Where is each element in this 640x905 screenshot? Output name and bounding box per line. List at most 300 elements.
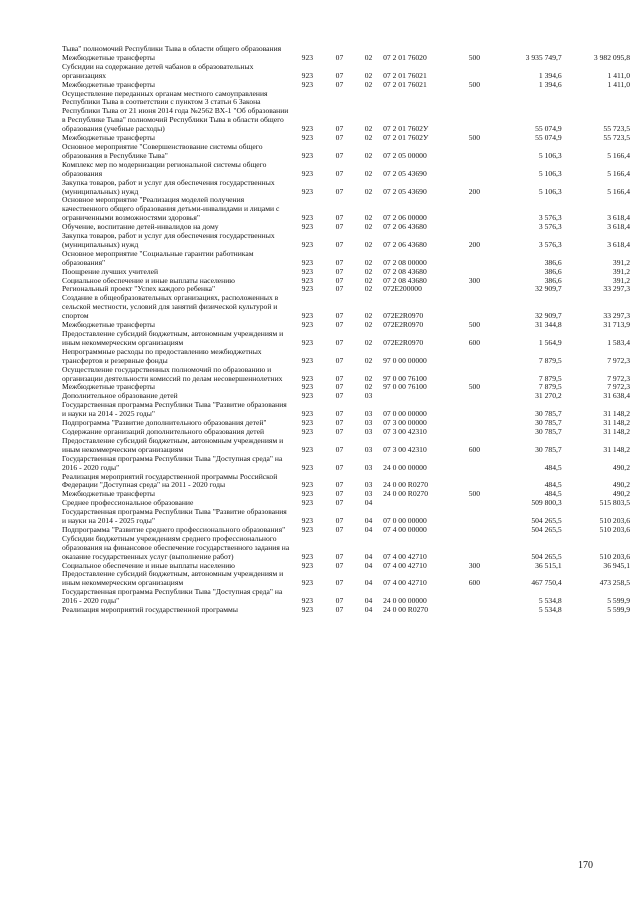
row-amount-first-year: 7 879,5 bbox=[538, 373, 562, 383]
table-row bbox=[62, 535, 630, 562]
row-amount-second-year: 490,2 bbox=[612, 480, 630, 490]
table-row bbox=[62, 348, 630, 366]
row-amount-second-year: 55 723,5 bbox=[603, 133, 630, 143]
row-amount-second-year: 1 583,4 bbox=[607, 337, 630, 347]
row-name: Межбюджетные трансферты bbox=[62, 79, 155, 89]
table-row bbox=[62, 366, 630, 384]
row-target-article bbox=[383, 392, 459, 401]
row-section: 07 bbox=[335, 320, 344, 330]
row-ministry-code: 923 bbox=[301, 409, 314, 419]
row-amount-first-year: 55 074,9 bbox=[535, 133, 562, 143]
row-ministry-code: 923 bbox=[301, 52, 314, 62]
row-name: Государственная программа Республики Тыва "Развитие образования и науки на 2014 - 2025 годы" bbox=[62, 507, 287, 526]
row-section: 07 bbox=[335, 213, 344, 223]
row-subsection: 02 bbox=[364, 311, 373, 321]
row-subsection: 03 bbox=[364, 418, 373, 428]
row-amount-second-year: 5 599,9 bbox=[607, 596, 630, 606]
row-name: Субсидии на содержание детей чабанов в образовательных организациях bbox=[62, 61, 254, 80]
row-name: Межбюджетные трансферты bbox=[62, 52, 155, 62]
row-expense-type bbox=[459, 455, 489, 473]
row-name: Межбюджетные трансферты bbox=[62, 133, 155, 143]
row-ministry-code: 923 bbox=[301, 239, 314, 249]
row-name: Предоставление субсидий бюджетным, автономным учреждениям и иным некоммерческим организациям bbox=[62, 329, 284, 347]
table-row bbox=[62, 250, 630, 268]
table-row bbox=[62, 437, 630, 455]
row-target-article bbox=[383, 499, 459, 508]
row-subsection: 02 bbox=[364, 284, 373, 294]
row-target-article: 07 2 01 76021 bbox=[383, 70, 427, 80]
row-name: Закупка товаров, работ и услуг для обеспечения государственных (муниципальных) нужд bbox=[62, 177, 275, 196]
row-name: Подпрограмма "Развитие дополнительного образования детей" bbox=[62, 418, 267, 428]
row-amount-second-year: 391,2 bbox=[612, 257, 630, 267]
row-subsection: 02 bbox=[364, 320, 373, 330]
row-amount-second-year: 31 148,2 bbox=[603, 409, 630, 419]
row-ministry-code: 923 bbox=[301, 222, 314, 232]
row-ministry-code: 923 bbox=[301, 596, 314, 606]
row-subsection: 04 bbox=[364, 516, 373, 526]
row-amount-second-year: 5 166,4 bbox=[607, 186, 630, 196]
row-name: Предоставление субсидий бюджетным, автономным учреждениям и иным некоммерческим организациям bbox=[62, 569, 284, 588]
row-amount-first-year: 504 265,5 bbox=[531, 524, 562, 534]
row-name: Государственная программа Республики Тыва "Развитие образования и науки на 2014 - 2025 годы" bbox=[62, 400, 287, 419]
table-row bbox=[62, 232, 630, 250]
row-amount-first-year: 55 074,9 bbox=[535, 124, 562, 134]
row-target-article: 07 2 06 43680 bbox=[383, 239, 427, 249]
row-ministry-code: 923 bbox=[301, 70, 314, 80]
row-subsection: 02 bbox=[364, 222, 373, 232]
row-amount-second-year: 7 972,3 bbox=[607, 382, 630, 392]
row-section: 07 bbox=[335, 418, 344, 428]
row-target-article: 07 2 05 43690 bbox=[383, 186, 427, 196]
row-name: Государственная программа Республики Тыва "Доступная среда" на 2016 - 2020 годы" bbox=[62, 587, 283, 606]
row-ministry-code: 923 bbox=[301, 337, 314, 347]
table-row bbox=[62, 330, 630, 348]
row-ministry-code: 923 bbox=[301, 373, 314, 383]
row-amount-first-year: 30 785,7 bbox=[535, 418, 562, 428]
row-amount-first-year: 484,5 bbox=[544, 480, 562, 490]
row-section: 07 bbox=[335, 355, 344, 365]
row-amount-first-year: 3 576,3 bbox=[538, 222, 562, 232]
row-subsection: 04 bbox=[364, 551, 373, 561]
row-amount-second-year: 490,2 bbox=[612, 462, 630, 472]
row-amount-second-year: 7 972,3 bbox=[607, 373, 630, 383]
row-section: 07 bbox=[335, 391, 344, 401]
row-expense-type bbox=[459, 606, 489, 615]
row-section: 07 bbox=[335, 311, 344, 321]
row-amount-first-year: 5 106,3 bbox=[538, 186, 562, 196]
row-name: Предоставление субсидий бюджетным, автономным учреждениям и иным некоммерческим организациям bbox=[62, 435, 284, 454]
row-section: 07 bbox=[335, 150, 344, 160]
row-target-article: 07 2 05 00000 bbox=[383, 150, 427, 160]
row-target-article: 072E2R0970 bbox=[383, 320, 424, 330]
row-ministry-code: 923 bbox=[301, 480, 314, 490]
row-subsection: 02 bbox=[364, 355, 373, 365]
row-amount-first-year: 386,6 bbox=[544, 266, 562, 276]
table-row bbox=[62, 508, 630, 526]
row-subsection: 04 bbox=[364, 578, 373, 588]
table-row bbox=[62, 294, 630, 321]
row-target-article: 24 0 00 R0270 bbox=[383, 605, 429, 615]
row-amount-second-year: 391,2 bbox=[612, 275, 630, 285]
row-section: 07 bbox=[335, 168, 344, 178]
row-ministry-code: 923 bbox=[301, 524, 314, 534]
row-amount-first-year: 5 534,8 bbox=[538, 596, 562, 606]
row-amount-first-year: 386,6 bbox=[544, 257, 562, 267]
row-ministry-code: 923 bbox=[301, 516, 314, 526]
row-amount-second-year: 510 203,6 bbox=[599, 516, 630, 526]
row-section: 07 bbox=[335, 498, 344, 508]
row-amount-first-year: 31 270,2 bbox=[535, 391, 562, 401]
table-row bbox=[62, 161, 630, 179]
row-amount-second-year: 1 411,0 bbox=[607, 70, 630, 80]
row-subsection: 02 bbox=[364, 239, 373, 249]
row-name: Социальное обеспечение и иные выплаты населению bbox=[62, 275, 235, 285]
row-ministry-code: 923 bbox=[301, 551, 314, 561]
row-amount-second-year: 490,2 bbox=[612, 489, 630, 499]
row-section: 07 bbox=[335, 239, 344, 249]
row-amount-first-year: 36 515,1 bbox=[535, 560, 562, 570]
row-amount-second-year: 31 148,2 bbox=[603, 418, 630, 428]
table-row bbox=[62, 606, 630, 615]
row-amount-second-year: 55 723,5 bbox=[603, 124, 630, 134]
table-row bbox=[62, 455, 630, 473]
row-name: Среднее профессиональное образование bbox=[62, 498, 194, 508]
row-section: 07 bbox=[335, 257, 344, 267]
row-subsection: 02 bbox=[364, 70, 373, 80]
row-subsection: 03 bbox=[364, 426, 373, 436]
row-expense-type: 600 bbox=[468, 578, 481, 588]
row-expense-type bbox=[459, 294, 489, 321]
row-section: 07 bbox=[335, 284, 344, 294]
row-expense-type bbox=[459, 161, 489, 179]
row-ministry-code: 923 bbox=[301, 79, 314, 89]
row-name: Обучение, воспитание детей-инвалидов на дому bbox=[62, 222, 219, 232]
row-expense-type: 600 bbox=[468, 444, 481, 454]
row-expense-type bbox=[459, 143, 489, 161]
row-expense-type: 200 bbox=[468, 239, 481, 249]
row-amount-second-year: 33 297,3 bbox=[603, 284, 630, 294]
row-amount-second-year: 1 411,0 bbox=[607, 79, 630, 89]
row-section: 07 bbox=[335, 560, 344, 570]
row-section: 07 bbox=[335, 426, 344, 436]
row-section: 07 bbox=[335, 275, 344, 285]
table-row bbox=[62, 63, 630, 81]
row-section: 07 bbox=[335, 524, 344, 534]
row-target-article: 07 2 06 00000 bbox=[383, 213, 427, 223]
row-section: 07 bbox=[335, 382, 344, 392]
row-target-article: 07 2 08 43680 bbox=[383, 275, 427, 285]
row-subsection: 03 bbox=[364, 409, 373, 419]
row-amount-second-year: 31 148,2 bbox=[603, 444, 630, 454]
page-number: 170 bbox=[578, 860, 593, 871]
row-amount-second-year: 31 148,2 bbox=[603, 426, 630, 436]
row-expense-type bbox=[459, 90, 489, 135]
row-amount-first-year: 467 750,4 bbox=[531, 578, 562, 588]
row-target-article: 07 2 08 00000 bbox=[383, 257, 427, 267]
row-section: 07 bbox=[335, 266, 344, 276]
row-subsection: 03 bbox=[364, 462, 373, 472]
row-amount-first-year: 31 344,8 bbox=[535, 320, 562, 330]
row-amount-first-year: 5 106,3 bbox=[538, 168, 562, 178]
row-subsection: 02 bbox=[364, 213, 373, 223]
row-name: Комплекс мер по модернизации региональной системы общего образования bbox=[62, 159, 267, 178]
row-subsection: 03 bbox=[364, 489, 373, 499]
row-ministry-code: 923 bbox=[301, 426, 314, 436]
row-ministry-code: 923 bbox=[301, 257, 314, 267]
row-name: Межбюджетные трансферты bbox=[62, 382, 155, 392]
row-expense-type bbox=[459, 366, 489, 384]
row-expense-type: 600 bbox=[468, 337, 481, 347]
row-name: Реализация мероприятий государственной программы bbox=[62, 605, 238, 615]
row-subsection: 04 bbox=[364, 524, 373, 534]
row-amount-first-year: 1 564,9 bbox=[538, 337, 562, 347]
row-amount-second-year: 3 618,4 bbox=[607, 213, 630, 223]
row-subsection: 02 bbox=[364, 150, 373, 160]
row-amount-first-year: 3 576,3 bbox=[538, 213, 562, 223]
row-expense-type bbox=[459, 419, 489, 428]
row-ministry-code: 923 bbox=[301, 168, 314, 178]
row-amount-first-year: 30 785,7 bbox=[535, 444, 562, 454]
row-subsection: 02 bbox=[364, 257, 373, 267]
row-section: 07 bbox=[335, 480, 344, 490]
row-ministry-code: 923 bbox=[301, 418, 314, 428]
row-amount-first-year: 386,6 bbox=[544, 275, 562, 285]
row-amount-second-year: 3 618,4 bbox=[607, 239, 630, 249]
row-section: 07 bbox=[335, 551, 344, 561]
row-expense-type: 500 bbox=[468, 79, 481, 89]
row-target-article: 07 2 01 76021 bbox=[383, 79, 427, 89]
row-ministry-code: 923 bbox=[301, 133, 314, 143]
row-expense-type bbox=[459, 196, 489, 223]
row-subsection: 02 bbox=[364, 133, 373, 143]
row-section: 07 bbox=[335, 337, 344, 347]
row-expense-type bbox=[459, 588, 489, 606]
row-subsection: 02 bbox=[364, 382, 373, 392]
row-ministry-code: 923 bbox=[301, 124, 314, 134]
row-amount-second-year: 473 258,5 bbox=[599, 578, 630, 588]
row-ministry-code: 923 bbox=[301, 275, 314, 285]
table-row bbox=[62, 90, 630, 135]
row-amount-second-year: 5 599,9 bbox=[607, 605, 630, 615]
row-subsection: 02 bbox=[364, 337, 373, 347]
row-target-article: 97 0 00 76100 bbox=[383, 382, 427, 392]
row-section: 07 bbox=[335, 489, 344, 499]
row-target-article: 07 4 00 00000 bbox=[383, 524, 427, 534]
table-row bbox=[62, 179, 630, 197]
row-section: 07 bbox=[335, 444, 344, 454]
row-section: 07 bbox=[335, 124, 344, 134]
row-target-article: 072E2R0970 bbox=[383, 311, 424, 321]
row-name: Межбюджетные трансферты bbox=[62, 320, 155, 330]
row-ministry-code: 923 bbox=[301, 578, 314, 588]
table-row bbox=[62, 473, 630, 491]
row-ministry-code: 923 bbox=[301, 213, 314, 223]
row-section: 07 bbox=[335, 605, 344, 615]
row-expense-type bbox=[459, 401, 489, 419]
row-amount-second-year: 5 166,4 bbox=[607, 168, 630, 178]
row-subsection: 02 bbox=[364, 124, 373, 134]
row-amount-first-year: 7 879,5 bbox=[538, 355, 562, 365]
table-row bbox=[62, 401, 630, 419]
row-subsection: 02 bbox=[364, 79, 373, 89]
row-ministry-code: 923 bbox=[301, 186, 314, 196]
row-expense-type: 300 bbox=[468, 560, 481, 570]
row-target-article: 24 0 00 00000 bbox=[383, 462, 427, 472]
row-ministry-code: 923 bbox=[301, 382, 314, 392]
row-target-article: 072E2R0970 bbox=[383, 337, 424, 347]
row-amount-first-year: 509 800,3 bbox=[531, 498, 562, 508]
budget-table-body bbox=[62, 45, 630, 615]
row-amount-first-year: 5 534,8 bbox=[538, 605, 562, 615]
row-section: 07 bbox=[335, 52, 344, 62]
row-amount-second-year: 31 713,9 bbox=[603, 320, 630, 330]
row-amount-second-year: 7 972,3 bbox=[607, 355, 630, 365]
row-target-article: 24 0 00 R0270 bbox=[383, 480, 429, 490]
row-subsection: 03 bbox=[364, 391, 373, 401]
row-amount-first-year: 5 106,3 bbox=[538, 150, 562, 160]
row-target-article: 07 2 01 7602У bbox=[383, 124, 429, 134]
row-amount-first-year: 7 879,5 bbox=[538, 382, 562, 392]
row-amount-second-year: 31 638,4 bbox=[603, 391, 630, 401]
row-section: 07 bbox=[335, 79, 344, 89]
row-subsection: 02 bbox=[364, 186, 373, 196]
row-ministry-code: 923 bbox=[301, 605, 314, 615]
row-expense-type: 500 bbox=[468, 489, 481, 499]
row-amount-first-year: 32 909,7 bbox=[535, 311, 562, 321]
row-amount-second-year: 515 803,5 bbox=[599, 498, 630, 508]
row-target-article: 07 4 00 42710 bbox=[383, 551, 427, 561]
row-target-article: 07 2 01 7602У bbox=[383, 133, 429, 143]
row-amount-second-year: 5 166,4 bbox=[607, 150, 630, 160]
row-subsection: 03 bbox=[364, 480, 373, 490]
row-expense-type: 500 bbox=[468, 52, 481, 62]
row-amount-second-year: 3 982 095,8 bbox=[593, 52, 630, 62]
row-name: Тыва" полномочий Республики Тыва в области общего образования bbox=[62, 44, 282, 53]
row-amount-second-year: 510 203,6 bbox=[599, 524, 630, 534]
row-name: Основное мероприятие "Реализация моделей получения качественного общего образования детьми-инвалидами и лицами с ограниченными возможностями здоровья" bbox=[62, 195, 280, 223]
row-section: 07 bbox=[335, 516, 344, 526]
row-amount-first-year: 504 265,5 bbox=[531, 551, 562, 561]
row-name: Межбюджетные трансферты bbox=[62, 489, 155, 499]
row-subsection: 02 bbox=[364, 52, 373, 62]
row-expense-type bbox=[459, 63, 489, 81]
row-name: Непрограммные расходы по предоставлению межбюджетных трансфертов и резервные фонды bbox=[62, 346, 262, 365]
row-section: 07 bbox=[335, 222, 344, 232]
row-expense-type bbox=[459, 508, 489, 526]
row-amount-first-year: 484,5 bbox=[544, 462, 562, 472]
row-amount-second-year: 3 618,4 bbox=[607, 222, 630, 232]
row-target-article: 07 2 06 43680 bbox=[383, 222, 427, 232]
row-expense-type bbox=[459, 392, 489, 401]
row-ministry-code: 923 bbox=[301, 320, 314, 330]
row-amount-first-year: 30 785,7 bbox=[535, 409, 562, 419]
row-target-article: 24 0 00 00000 bbox=[383, 596, 427, 606]
row-amount-first-year: 30 785,7 bbox=[535, 426, 562, 436]
row-subsection: 02 bbox=[364, 275, 373, 285]
row-ministry-code: 923 bbox=[301, 444, 314, 454]
row-amount-second-year: 510 203,6 bbox=[599, 551, 630, 561]
row-subsection: 02 bbox=[364, 168, 373, 178]
row-target-article: 97 0 00 00000 bbox=[383, 355, 427, 365]
row-name: Поощрение лучших учителей bbox=[62, 266, 159, 276]
row-subsection: 02 bbox=[364, 266, 373, 276]
row-name: Субсидии бюджетным учреждениям среднего профессионального образования на финансовое обеспечение государственного задания на оказание государственных услуг (выполнение работ) bbox=[62, 533, 290, 561]
row-subsection: 03 bbox=[364, 444, 373, 454]
row-ministry-code: 923 bbox=[301, 462, 314, 472]
row-expense-type: 200 bbox=[468, 186, 481, 196]
row-name: Осуществление государственных полномочий по образованию и организации деятельности комиссий по делам несовершеннолетних bbox=[62, 364, 283, 383]
row-target-article: 97 0 00 76100 bbox=[383, 373, 427, 383]
row-amount-first-year: 484,5 bbox=[544, 489, 562, 499]
table-row bbox=[62, 196, 630, 223]
row-amount-second-year: 33 297,3 bbox=[603, 311, 630, 321]
row-target-article: 07 2 05 43690 bbox=[383, 168, 427, 178]
row-name: Осуществление переданных органам местного самоуправления Республики Тыва в соответствии с пунктом 3 статьи 6 Закона Республики Тыва от 21 июня 2014 года №2562 ВХ-1 "Об образовании в Республике Тыва" полномочий Республики Тыва в области общего образования (учебные расходы) bbox=[62, 88, 289, 134]
row-target-article: 07 4 00 42710 bbox=[383, 578, 427, 588]
row-name: Дополнительное образование детей bbox=[62, 391, 178, 401]
row-expense-type bbox=[459, 473, 489, 491]
row-expense-type bbox=[459, 428, 489, 437]
row-expense-type: 300 bbox=[468, 275, 481, 285]
row-ministry-code: 923 bbox=[301, 560, 314, 570]
row-expense-type: 500 bbox=[468, 133, 481, 143]
row-ministry-code: 923 bbox=[301, 489, 314, 499]
row-subsection: 04 bbox=[364, 560, 373, 570]
row-section: 07 bbox=[335, 409, 344, 419]
row-name: Создание в общеобразовательных организациях, расположенных в сельской местности, условий для занятий физической культурой и спортом bbox=[62, 293, 279, 321]
row-ministry-code: 923 bbox=[301, 355, 314, 365]
row-expense-type bbox=[459, 348, 489, 366]
row-amount-first-year: 3 935 749,7 bbox=[525, 52, 562, 62]
row-amount-second-year: 36 945,1 bbox=[603, 560, 630, 570]
row-expense-type bbox=[459, 285, 489, 294]
row-target-article: 07 2 01 76020 bbox=[383, 52, 427, 62]
row-expense-type bbox=[459, 535, 489, 562]
row-expense-type bbox=[459, 250, 489, 268]
row-name: Основное мероприятие "Социальные гарантии работникам образования" bbox=[62, 248, 254, 267]
row-subsection: 02 bbox=[364, 373, 373, 383]
budget-table bbox=[62, 45, 630, 615]
row-target-article: 07 2 08 43680 bbox=[383, 266, 427, 276]
row-ministry-code: 923 bbox=[301, 391, 314, 401]
row-ministry-code: 923 bbox=[301, 311, 314, 321]
row-expense-type bbox=[459, 499, 489, 508]
row-target-article: 24 0 00 R0270 bbox=[383, 489, 429, 499]
row-target-article: 07 3 00 42310 bbox=[383, 444, 427, 454]
row-section: 07 bbox=[335, 186, 344, 196]
row-amount-first-year: 504 265,5 bbox=[531, 516, 562, 526]
row-amount-first-year: 3 576,3 bbox=[538, 239, 562, 249]
row-amount-first-year: 1 394,6 bbox=[538, 79, 562, 89]
row-section: 07 bbox=[335, 462, 344, 472]
row-ministry-code: 923 bbox=[301, 150, 314, 160]
row-target-article: 07 0 00 00000 bbox=[383, 516, 427, 526]
row-ministry-code: 923 bbox=[301, 498, 314, 508]
row-section: 07 bbox=[335, 578, 344, 588]
table-row bbox=[62, 570, 630, 588]
row-target-article: 07 0 00 00000 bbox=[383, 409, 427, 419]
row-target-article: 072E200000 bbox=[383, 284, 422, 294]
row-target-article: 07 4 00 42710 bbox=[383, 560, 427, 570]
row-amount-first-year: 32 909,7 bbox=[535, 284, 562, 294]
row-subsection: 04 bbox=[364, 498, 373, 508]
row-target-article: 07 3 00 00000 bbox=[383, 418, 427, 428]
row-name: Закупка товаров, работ и услуг для обеспечения государственных (муниципальных) нужд bbox=[62, 231, 275, 249]
row-expense-type bbox=[459, 526, 489, 535]
table-row bbox=[62, 143, 630, 161]
row-expense-type bbox=[459, 223, 489, 232]
row-name: Социальное обеспечение и иные выплаты населению bbox=[62, 560, 235, 570]
